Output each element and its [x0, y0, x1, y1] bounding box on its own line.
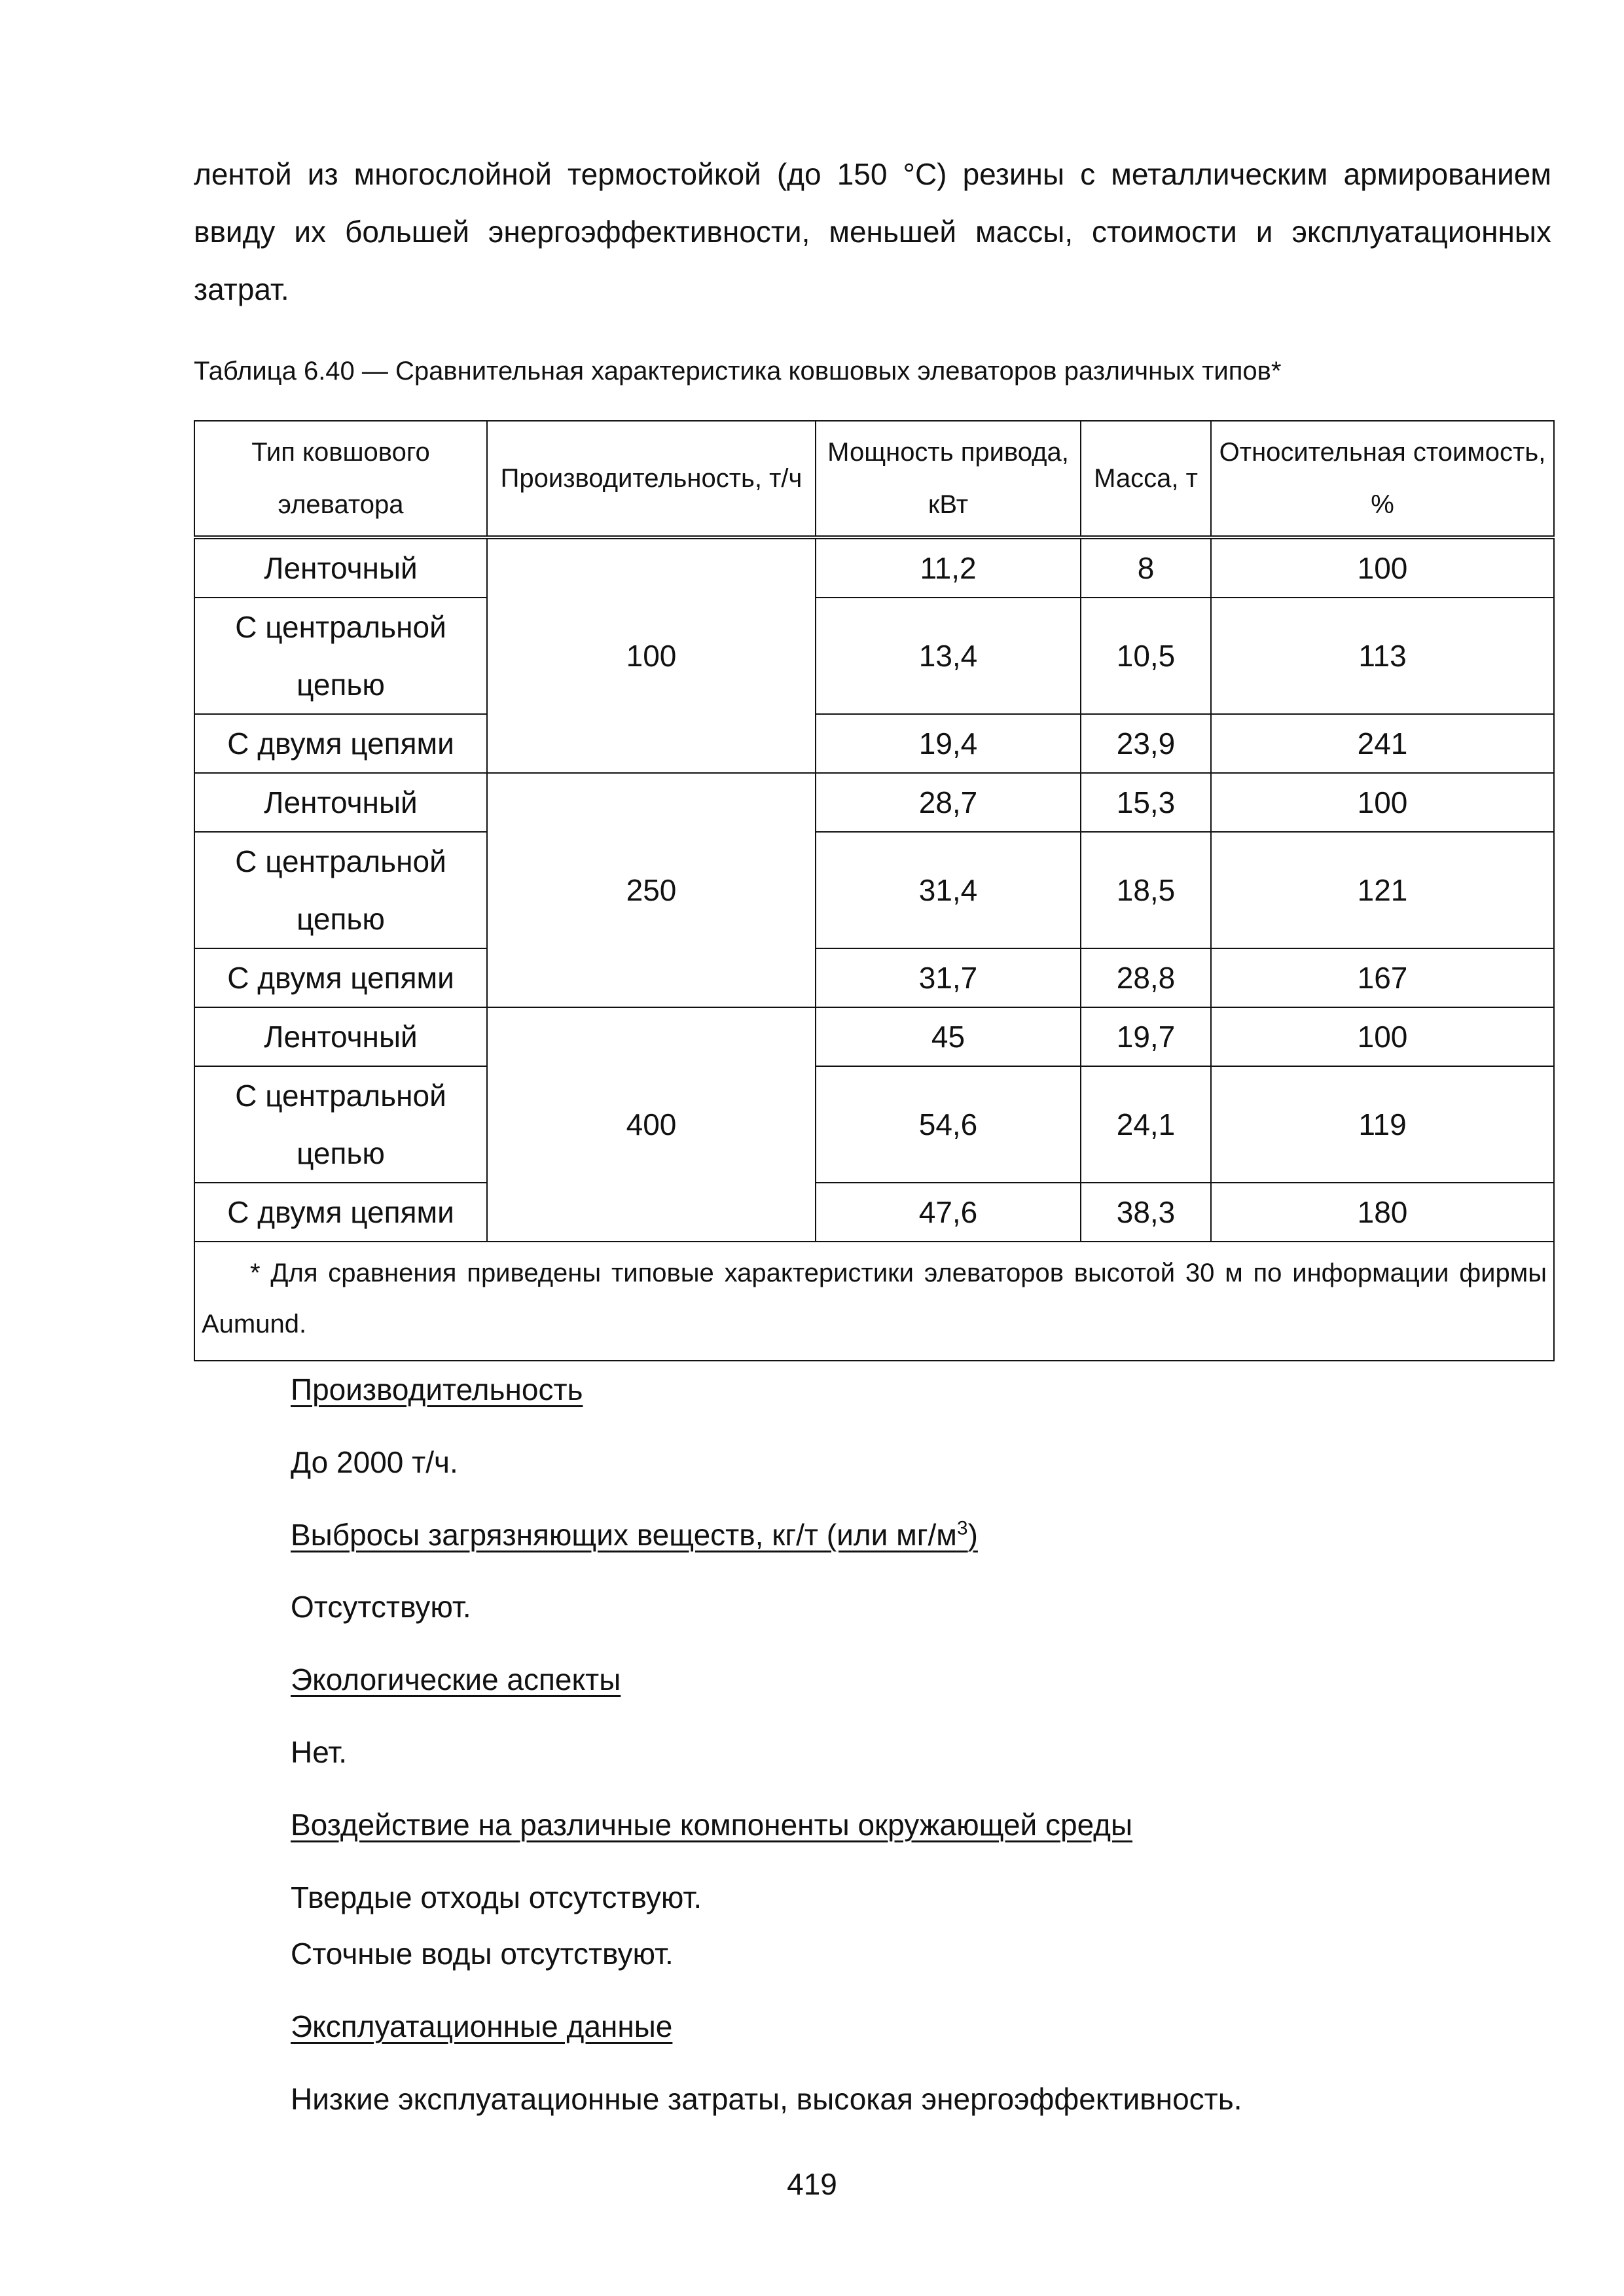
cell-power: 54,6 [816, 1066, 1081, 1183]
cell-power: 28,7 [816, 773, 1081, 832]
cell-mass: 28,8 [1081, 948, 1211, 1007]
cell-capacity: 400 [487, 1007, 816, 1242]
intro-paragraph: лентой из многослойной термостойкой (до 150 °С) резины с металлическим армированием ввиду их большей энергоэффективности, меньшей массы, стоимости и эксплуатационных затрат. [194, 157, 1551, 306]
cell-power: 31,7 [816, 948, 1081, 1007]
header-capacity: Производительность, т/ч [487, 421, 816, 537]
cell-mass: 23,9 [1081, 714, 1211, 773]
emissions-text: Отсутствуют. [291, 1590, 471, 1624]
cell-mass: 19,7 [1081, 1007, 1211, 1066]
cell-type: С центральной цепью [194, 832, 487, 948]
elevator-comparison-table [194, 420, 1555, 1361]
table-row [194, 714, 1554, 773]
impact-text-wastewater: Сточные воды отсутствуют. [291, 1937, 674, 1971]
operation-text: Низкие эксплуатационные затраты, высокая энергоэффективность. [291, 2082, 1242, 2116]
cell-cost: 100 [1211, 537, 1554, 598]
table-footnote-row [194, 1242, 1554, 1361]
cell-power: 13,4 [816, 598, 1081, 714]
cell-power: 31,4 [816, 832, 1081, 948]
emissions-heading: Выбросы загрязняющих веществ, кг/т (или $мг/м^3$) [291, 1517, 978, 1552]
cell-type: С двумя цепями [194, 1183, 487, 1242]
table-footnote-cell [194, 1242, 1554, 1361]
cell-type: С двумя цепями [194, 714, 487, 773]
cell-power: 11,2 [816, 537, 1081, 598]
table-row [194, 598, 1554, 714]
cell-mass: 18,5 [1081, 832, 1211, 948]
operation-heading: Эксплуатационные данные [291, 2009, 673, 2043]
cell-cost: 121 [1211, 832, 1554, 948]
table-caption: Таблица 6.40 — Сравнительная характеристика ковшовых элеваторов различных типов* [194, 357, 1282, 386]
cell-mass: 24,1 [1081, 1066, 1211, 1183]
cell-cost: 100 [1211, 773, 1554, 832]
header-cost: Относительная стоимость, % [1211, 421, 1554, 537]
cell-capacity: 250 [487, 773, 816, 1007]
table-footnote: * Для сравнения приведены типовые характеристики элеваторов высотой 30 м по информации фирмы Aumund. [202, 1259, 1547, 1338]
cell-cost: 180 [1211, 1183, 1554, 1242]
cell-mass: 38,3 [1081, 1183, 1211, 1242]
impact-heading: Воздействие на различные компоненты окружающей среды [291, 1808, 1133, 1842]
cell-power: 19,4 [816, 714, 1081, 773]
cell-type: С центральной цепью [194, 1066, 487, 1183]
table-row [194, 1007, 1554, 1066]
cell-type: Ленточный [194, 1007, 487, 1066]
table-row [194, 773, 1554, 832]
page-number: 419 [787, 2167, 837, 2201]
ecology-heading: Экологические аспекты [291, 1662, 621, 1696]
cell-type: С двумя цепями [194, 948, 487, 1007]
cell-type: С центральной цепью [194, 598, 487, 714]
header-mass: Масса, т [1081, 421, 1211, 537]
cell-capacity: 100 [487, 537, 816, 773]
productivity-text: До 2000 т/ч. [291, 1445, 458, 1479]
cell-type: Ленточный [194, 537, 487, 598]
cell-cost: 100 [1211, 1007, 1554, 1066]
productivity-heading: Производительность [291, 1372, 583, 1407]
table-row [194, 832, 1554, 948]
cell-cost: 167 [1211, 948, 1554, 1007]
table-row [194, 948, 1554, 1007]
header-type: Тип ковшового элеватора [194, 421, 487, 537]
ecology-text: Нет. [291, 1735, 348, 1769]
cell-mass: 8 [1081, 537, 1211, 598]
impact-text-solid-waste: Твердые отходы отсутствуют. [291, 1880, 702, 1914]
table-row [194, 1183, 1554, 1242]
cell-cost: 113 [1211, 598, 1554, 714]
cell-type: Ленточный [194, 773, 487, 832]
cell-mass: 10,5 [1081, 598, 1211, 714]
table-row [194, 1066, 1554, 1183]
table-header-row [194, 421, 1554, 537]
cell-power: 47,6 [816, 1183, 1081, 1242]
header-power: Мощность привода, кВт [816, 421, 1081, 537]
table-row [194, 537, 1554, 598]
cell-power: 45 [816, 1007, 1081, 1066]
cell-cost: 241 [1211, 714, 1554, 773]
cell-mass: 15,3 [1081, 773, 1211, 832]
cell-cost: 119 [1211, 1066, 1554, 1183]
